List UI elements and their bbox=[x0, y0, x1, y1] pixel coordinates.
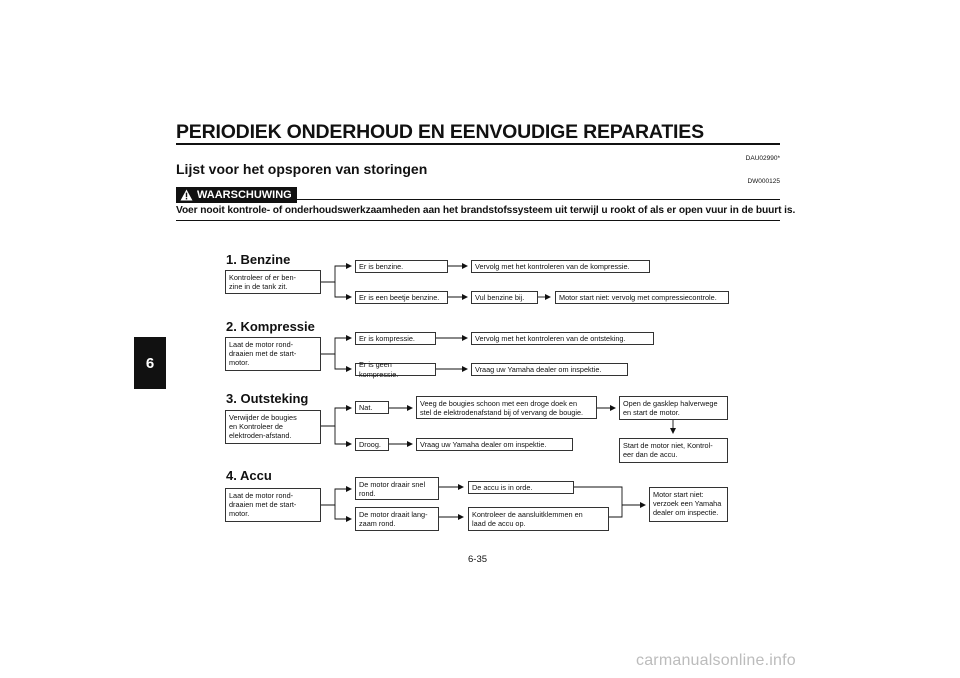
action-box: Kontroleer de aansluitklemmen en laad de accu op. bbox=[468, 507, 609, 531]
warning-text: Voer nooit kontrole- of onderhoudswerkzaamheden aan het brandstofssysteem uit terwijl u rookt of als er open vuur in de buurt is. bbox=[176, 205, 796, 216]
doc-code: DAU02990* bbox=[745, 155, 780, 162]
condition-box: De motor draair snel rond. bbox=[355, 477, 439, 500]
check-box: Laat de motor rond- draaien met de start- motor. bbox=[225, 488, 321, 522]
action-box: Vraag uw Yamaha dealer om inspektie. bbox=[471, 363, 628, 376]
condition-box: Droog. bbox=[355, 438, 389, 451]
section-heading-kompressie: 2. Kompressie bbox=[226, 319, 315, 334]
condition-box: Nat. bbox=[355, 401, 389, 414]
condition-box: Er is kompressie. bbox=[355, 332, 436, 345]
watermark: carmanualsonline.info bbox=[636, 652, 796, 669]
action-box: Open de gasklep halverwege en start de motor. bbox=[619, 396, 728, 420]
section-heading: Lijst voor het opsporen van storingen bbox=[176, 161, 428, 177]
section-heading-benzine: 1. Benzine bbox=[226, 252, 291, 267]
action-box: Vervolg met het kontroleren van de kompressie. bbox=[471, 260, 650, 273]
doc-code: DW000125 bbox=[747, 178, 780, 185]
condition-box: De motor draait lang- zaam rond. bbox=[355, 507, 439, 531]
page-title: PERIODIEK ONDERHOUD EN EENVOUDIGE REPARATIES bbox=[176, 121, 704, 143]
check-box: Kontroleer of er ben- zine in de tank zit. bbox=[225, 270, 321, 294]
result-box: Motor start niet: verzoek een Yamaha dealer om inspectie. bbox=[649, 487, 728, 522]
action-box: Motor start niet: vervolg met compressiecontrole. bbox=[555, 291, 729, 304]
page-number: 6-35 bbox=[468, 554, 488, 565]
section-heading-accu: 4. Accu bbox=[226, 468, 272, 483]
action-box: Vul benzine bij. bbox=[471, 291, 538, 304]
chapter-number: 6 bbox=[145, 354, 155, 372]
action-box: Start de motor niet, Kontrol- eer dan de accu. bbox=[619, 438, 728, 463]
warning-label: WAARSCHUWING bbox=[197, 189, 292, 201]
action-box: Vervolg met het kontroleren van de ontsteking. bbox=[471, 332, 654, 345]
check-box: Verwijder de bougies en Kontroleer de elektroden-afstand. bbox=[225, 410, 321, 444]
condition-box: Er is geen kompressie. bbox=[355, 363, 436, 376]
action-box: Vraag uw Yamaha dealer om inspektie. bbox=[416, 438, 573, 451]
section-heading-outsteking: 3. Outsteking bbox=[226, 391, 309, 406]
condition-box: Er is een beetje benzine. bbox=[355, 291, 448, 304]
check-box: Laat de motor rond- draaien met de start- motor. bbox=[225, 337, 321, 371]
condition-box: Er is benzine. bbox=[355, 260, 448, 273]
action-box: Veeg de bougies schoon met een droge doek en stel de elektrodenafstand bij of vervang de bougie. bbox=[416, 396, 597, 419]
action-box: De accu is in orde. bbox=[468, 481, 574, 494]
